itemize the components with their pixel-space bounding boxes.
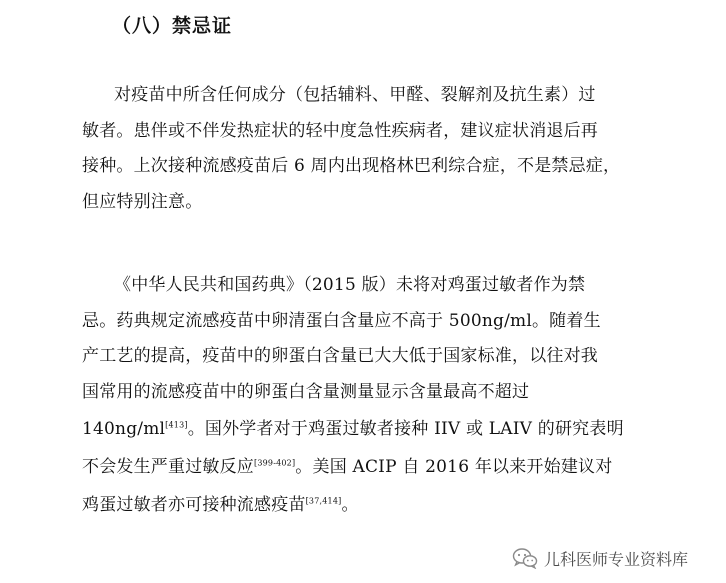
- wechat-icon: [512, 547, 538, 569]
- citation-ref-413: [413]: [165, 420, 188, 430]
- paragraph1-line2: 敏者。患伴或不伴发热症状的轻中度急性疾病者，建议症状消退后再: [82, 121, 598, 141]
- citation-ref-37-414: [37,414]: [305, 496, 342, 506]
- paragraph2-line7-text-a: 鸡蛋过敏者亦可接种流感疫苗: [82, 495, 306, 515]
- watermark-text: 儿科医师专业资料库: [544, 549, 689, 569]
- paragraph1-line4: 但应特别注意。: [82, 192, 203, 212]
- paragraph2-line3: 产工艺的提高，疫苗中的卵蛋白含量已大大低于国家标准，以往对我: [82, 346, 598, 366]
- section-heading: （八）禁忌证: [112, 15, 233, 37]
- paragraph2-line7: [82, 494, 359, 516]
- paragraph2-line5-text-b: 。国外学者对于鸡蛋过敏者接种 IIV 或 LAIV 的研究表明: [187, 419, 624, 439]
- paragraph1-line3: 接种。上次接种流感疫苗后 6 周内出现格林巴利综合症，不是禁忌症，: [82, 156, 621, 176]
- paragraph2-line5-text-a: 140ng/ml: [82, 419, 166, 439]
- paragraph2-line6: [82, 456, 612, 478]
- paragraph2-line1: 《中华人民共和国药典》（2015 版）未将对鸡蛋过敏者作为禁: [114, 275, 586, 295]
- paragraph2-line4: 国常用的流感疫苗中的卵蛋白含量测量显示含量最高不超过: [82, 382, 530, 402]
- paragraph2-line7-text-b: 。: [341, 495, 359, 515]
- paragraph1-line1: 对疫苗中所含任何成分（包括辅料、甲醛、裂解剂及抗生素）过: [114, 85, 596, 105]
- paragraph2-line6-text-a: 不会发生严重过敏反应: [82, 457, 254, 477]
- citation-ref-399-402: [399-402]: [254, 458, 296, 468]
- paragraph2-line6-text-b: 。美国 ACIP 自 2016 年以来开始建议对: [295, 457, 613, 477]
- paragraph2-line2: 忌。药典规定流感疫苗中卵清蛋白含量应不高于 500ng/ml。随着生: [82, 311, 601, 331]
- paragraph2-line5: [82, 418, 624, 440]
- wechat-watermark: [512, 545, 688, 571]
